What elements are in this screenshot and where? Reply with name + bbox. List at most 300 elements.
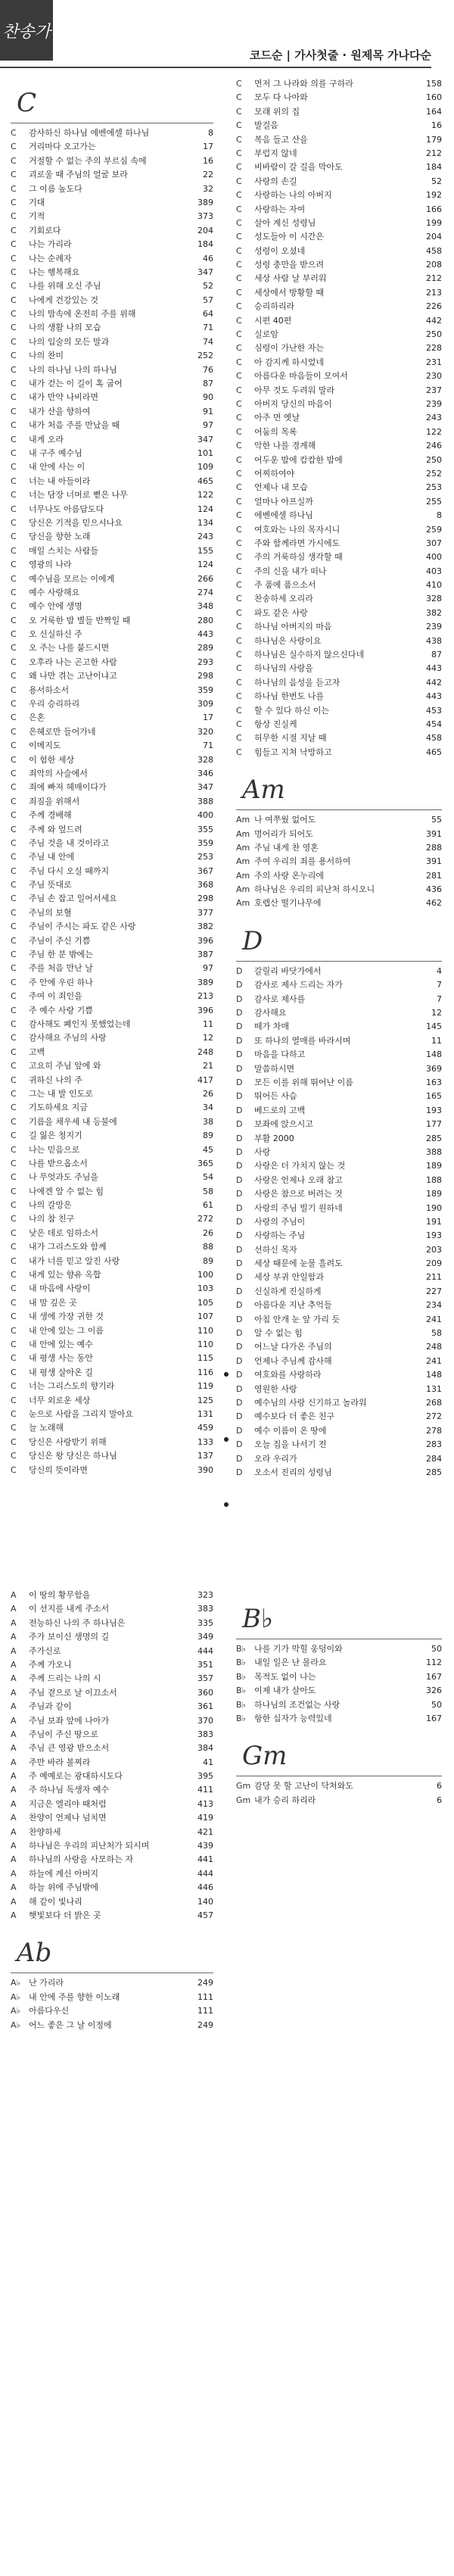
index-row[interactable] (236, 746, 442, 759)
index-row[interactable] (236, 245, 442, 258)
index-row[interactable] (236, 384, 442, 398)
row-key: C (236, 162, 242, 173)
index-row[interactable] (11, 1115, 213, 1129)
index-row[interactable] (11, 628, 213, 641)
index-row[interactable] (236, 523, 442, 537)
index-row[interactable] (11, 1296, 213, 1310)
index-row[interactable] (11, 1212, 213, 1226)
index-row[interactable] (236, 175, 442, 189)
index-row[interactable] (236, 1104, 442, 1118)
index-row[interactable] (11, 948, 213, 962)
index-row[interactable] (11, 1143, 213, 1157)
index-row[interactable] (11, 1380, 213, 1393)
row-title: 사랑 (254, 1146, 271, 1157)
index-row[interactable] (236, 426, 442, 439)
index-row[interactable] (236, 1684, 442, 1698)
index-row[interactable] (11, 600, 213, 613)
index-row[interactable] (236, 341, 442, 355)
index-row[interactable] (236, 398, 442, 411)
row-title: 나의 맘속에 온전히 주를 위해 (29, 309, 136, 320)
index-row[interactable] (236, 1313, 442, 1327)
index-row[interactable] (236, 467, 442, 481)
row-page-number: 389 (197, 977, 213, 987)
index-row[interactable] (11, 140, 213, 154)
index-row[interactable] (236, 230, 442, 244)
index-row[interactable] (236, 300, 442, 313)
index-row[interactable] (236, 620, 442, 634)
index-row[interactable] (11, 669, 213, 683)
index-row[interactable] (236, 1642, 442, 1656)
index-row[interactable] (236, 119, 442, 133)
row-page-number: 284 (426, 1453, 442, 1464)
index-row[interactable] (11, 307, 213, 321)
index-row[interactable] (236, 537, 442, 550)
row-page-number: 328 (426, 594, 442, 604)
row-title: 내게 있는 향유 옥합 (29, 1270, 101, 1280)
index-row[interactable] (236, 579, 442, 592)
index-row[interactable] (11, 990, 213, 1003)
index-row[interactable] (236, 1062, 442, 1076)
index-row[interactable] (236, 1187, 442, 1201)
index-row[interactable] (11, 1700, 213, 1714)
row-page-number: 323 (197, 1590, 213, 1600)
index-row[interactable] (236, 91, 442, 104)
row-title: 나의 하나님 나의 하나님 (29, 364, 117, 375)
index-row[interactable] (236, 1410, 442, 1424)
index-row[interactable] (236, 676, 442, 690)
index-row[interactable] (11, 1449, 213, 1463)
row-key: C (11, 1033, 17, 1043)
index-row[interactable] (236, 1396, 442, 1410)
index-row[interactable] (236, 161, 442, 174)
index-row[interactable] (11, 1464, 213, 1477)
index-row[interactable] (11, 279, 213, 293)
index-row[interactable] (11, 1976, 213, 1990)
index-row[interactable] (236, 1355, 442, 1368)
row-page-number: 148 (426, 1049, 442, 1060)
row-key: D (236, 1397, 243, 1408)
index-row[interactable] (11, 377, 213, 391)
index-row[interactable] (11, 1756, 213, 1770)
index-row[interactable] (11, 1839, 213, 1853)
row-key: C (236, 92, 242, 103)
index-row[interactable] (236, 883, 442, 897)
row-page-number: 6 (437, 1795, 442, 1805)
index-row[interactable] (11, 684, 213, 697)
row-key: C (11, 155, 17, 166)
index-row[interactable] (236, 565, 442, 579)
index-row[interactable] (236, 704, 442, 718)
index-row[interactable] (11, 614, 213, 628)
index-row[interactable] (236, 189, 442, 202)
row-page-number: 328 (197, 754, 213, 765)
index-row[interactable] (236, 258, 442, 272)
row-title: 오라 우리가 (254, 1453, 297, 1464)
index-row[interactable] (236, 648, 442, 662)
index-row[interactable] (236, 1090, 442, 1103)
index-row[interactable] (236, 978, 442, 992)
index-row[interactable] (11, 1366, 213, 1380)
row-page-number: 87 (431, 650, 442, 660)
row-page-number: 268 (426, 1397, 442, 1408)
index-row[interactable] (236, 1257, 442, 1271)
index-row[interactable] (236, 105, 442, 119)
index-row[interactable] (236, 1243, 442, 1257)
index-row[interactable] (236, 77, 442, 91)
index-row[interactable] (11, 1185, 213, 1199)
index-row[interactable] (236, 1118, 442, 1131)
index-row[interactable] (11, 447, 213, 460)
row-title: 예수님의 사랑 신기하고 놀라워 (254, 1397, 367, 1408)
index-row[interactable] (236, 1285, 442, 1299)
row-key: Gm (236, 1781, 251, 1792)
index-row[interactable] (11, 321, 213, 335)
row-key: D (236, 1189, 243, 1199)
index-row[interactable] (11, 1268, 213, 1282)
row-page-number: 439 (197, 1841, 213, 1851)
section-divider (236, 809, 442, 810)
row-page-number: 54 (203, 1172, 213, 1183)
row-page-number: 4 (437, 965, 442, 976)
index-row[interactable] (236, 1438, 442, 1452)
index-row[interactable] (236, 1368, 442, 1382)
index-row[interactable] (11, 419, 213, 432)
index-row[interactable] (236, 1174, 442, 1187)
index-row[interactable] (11, 1798, 213, 1811)
index-row[interactable] (236, 1424, 442, 1438)
index-row[interactable] (11, 238, 213, 251)
row-page-number: 285 (426, 1467, 442, 1477)
index-row[interactable] (236, 1271, 442, 1284)
row-title: 예수 이름이 온 땅에 (254, 1425, 327, 1436)
index-row[interactable] (236, 495, 442, 509)
index-row[interactable] (11, 266, 213, 279)
index-row[interactable] (236, 1670, 442, 1684)
row-title: 갈릴리 바닷가에서 (254, 965, 322, 976)
row-key: A (11, 1701, 17, 1712)
chapter-tab-label: 찬송가 (2, 22, 51, 42)
row-page-number: 45 (203, 1144, 213, 1155)
index-row[interactable] (11, 725, 213, 739)
index-row[interactable] (11, 1394, 213, 1408)
index-row[interactable] (11, 1811, 213, 1825)
index-row[interactable] (11, 1672, 213, 1686)
index-row[interactable] (11, 503, 213, 516)
index-row[interactable] (11, 1783, 213, 1797)
index-row[interactable] (11, 1227, 213, 1240)
index-row[interactable] (11, 1157, 213, 1171)
index-row[interactable] (236, 439, 442, 453)
index-row[interactable] (11, 711, 213, 725)
index-row[interactable] (236, 286, 442, 300)
row-title: 찬양이 언제나 넘치면 (29, 1813, 107, 1823)
index-row[interactable] (236, 1779, 442, 1793)
index-row[interactable] (236, 217, 442, 230)
index-row[interactable] (236, 550, 442, 564)
index-row[interactable] (11, 168, 213, 182)
index-row[interactable] (236, 718, 442, 731)
row-page-number: 167 (426, 1671, 442, 1682)
index-row[interactable] (11, 252, 213, 266)
row-page-number: 361 (197, 1701, 213, 1712)
index-row[interactable] (11, 335, 213, 349)
index-row[interactable] (11, 475, 213, 488)
index-row[interactable] (236, 607, 442, 620)
index-row[interactable] (236, 965, 442, 978)
index-row[interactable] (11, 1589, 213, 1602)
index-row[interactable] (11, 586, 213, 600)
row-title: 하나님의 사랑을 사모하는 자 (29, 1854, 134, 1865)
index-row[interactable] (236, 1006, 442, 1020)
row-title: 기도하세요 지금 (29, 1102, 88, 1113)
row-page-number: 122 (426, 426, 442, 437)
index-row[interactable] (236, 1299, 442, 1312)
index-row[interactable] (236, 1656, 442, 1670)
index-row[interactable] (11, 1004, 213, 1018)
index-row[interactable] (11, 460, 213, 474)
index-row[interactable] (11, 1087, 213, 1101)
index-row[interactable] (11, 1881, 213, 1895)
index-row[interactable] (11, 656, 213, 669)
index-row[interactable] (11, 962, 213, 975)
row-key: C (11, 991, 17, 1002)
row-title: 그는 내 발 인도로 (29, 1088, 93, 1099)
index-row[interactable] (11, 1853, 213, 1867)
index-row[interactable] (11, 154, 213, 168)
index-row[interactable] (236, 1034, 442, 1048)
row-page-number: 38 (203, 1116, 213, 1127)
row-page-number: 167 (426, 1713, 442, 1723)
index-row[interactable] (236, 1712, 442, 1726)
index-row[interactable] (11, 823, 213, 837)
index-row[interactable] (11, 1645, 213, 1658)
index-row[interactable] (11, 1046, 213, 1059)
index-row[interactable] (236, 133, 442, 147)
index-row[interactable] (11, 1421, 213, 1435)
index-row[interactable] (236, 690, 442, 703)
index-row[interactable] (236, 370, 442, 383)
index-row[interactable] (11, 850, 213, 864)
index-row[interactable] (11, 1658, 213, 1672)
index-row[interactable] (11, 1617, 213, 1630)
index-row[interactable] (11, 572, 213, 586)
row-key: C (11, 323, 17, 333)
row-title: 이제 내가 살아도 (254, 1686, 316, 1696)
row-key: C (11, 1046, 17, 1057)
index-row[interactable] (11, 697, 213, 711)
index-row[interactable] (11, 809, 213, 822)
index-row[interactable] (11, 1408, 213, 1421)
index-row[interactable] (11, 753, 213, 767)
row-page-number: 107 (197, 1311, 213, 1322)
index-row[interactable] (11, 1310, 213, 1324)
row-title: 나의 참 친구 (29, 1214, 75, 1224)
index-row[interactable] (236, 1794, 442, 1807)
index-row[interactable] (11, 544, 213, 558)
index-row[interactable] (11, 182, 213, 196)
row-page-number: 347 (197, 434, 213, 444)
index-row[interactable] (11, 1240, 213, 1254)
index-row[interactable] (11, 1338, 213, 1352)
index-row[interactable] (11, 878, 213, 892)
index-row[interactable] (236, 314, 442, 328)
index-row[interactable] (11, 1602, 213, 1616)
index-row[interactable] (11, 1074, 213, 1087)
index-row[interactable] (11, 1101, 213, 1115)
index-row[interactable] (11, 433, 213, 447)
index-row[interactable] (11, 934, 213, 948)
index-row[interactable] (236, 1076, 442, 1090)
index-row[interactable] (11, 1031, 213, 1045)
row-key: C (236, 538, 242, 548)
row-page-number: 252 (426, 468, 442, 479)
row-page-number: 212 (426, 148, 442, 158)
index-row[interactable] (11, 1867, 213, 1881)
index-row[interactable] (11, 1199, 213, 1212)
row-page-number: 226 (426, 301, 442, 312)
row-key: D (236, 1439, 243, 1450)
index-row[interactable] (11, 1714, 213, 1728)
index-row[interactable] (236, 1327, 442, 1340)
index-row[interactable] (236, 356, 442, 370)
row-title: 아버지 당신의 마음이 (254, 398, 332, 409)
row-title: 아주 먼 옛날 (254, 413, 300, 423)
index-row[interactable] (11, 1728, 213, 1742)
row-title: 마음을 다하고 (254, 1049, 306, 1060)
index-row[interactable] (11, 1686, 213, 1700)
index-row[interactable] (236, 1132, 442, 1146)
row-key: Gm (236, 1795, 251, 1805)
index-row[interactable] (11, 1282, 213, 1296)
row-title: 오 거룩한 밤 별들 반짝일 때 (29, 615, 131, 625)
index-row[interactable] (236, 869, 442, 883)
index-row[interactable] (11, 1742, 213, 1755)
index-row[interactable] (236, 635, 442, 648)
index-row[interactable] (11, 1324, 213, 1338)
row-key: C (11, 1158, 17, 1168)
row-key: C (11, 1102, 17, 1113)
index-row[interactable] (236, 1466, 442, 1480)
index-row[interactable] (11, 391, 213, 404)
row-page-number: 61 (203, 1200, 213, 1211)
index-row[interactable] (11, 1352, 213, 1365)
index-row[interactable] (11, 2004, 213, 2018)
index-row[interactable] (236, 1452, 442, 1466)
index-row[interactable] (11, 976, 213, 990)
index-row[interactable] (236, 813, 442, 827)
index-row[interactable] (11, 516, 213, 530)
index-row[interactable] (236, 841, 442, 855)
row-title: 나를 위해 오신 주님 (29, 281, 101, 292)
index-row[interactable] (11, 363, 213, 377)
row-key: B♭ (236, 1644, 246, 1654)
index-row[interactable] (11, 1255, 213, 1268)
index-row[interactable] (11, 767, 213, 781)
index-row[interactable] (11, 196, 213, 210)
row-page-number: 285 (426, 1133, 442, 1143)
index-row[interactable] (11, 558, 213, 572)
index-row[interactable] (236, 828, 442, 841)
index-row[interactable] (11, 781, 213, 794)
index-row[interactable] (236, 1146, 442, 1159)
index-row[interactable] (11, 1059, 213, 1073)
index-row[interactable] (11, 2019, 213, 2032)
index-row[interactable] (236, 272, 442, 285)
index-row[interactable] (236, 454, 442, 467)
index-row[interactable] (11, 1436, 213, 1449)
row-key: A (11, 1715, 17, 1726)
index-row[interactable] (236, 731, 442, 745)
index-row[interactable] (11, 488, 213, 502)
separator-dot (224, 1502, 229, 1507)
row-title: 나에게 건강있는 것 (29, 295, 99, 305)
row-title: 기름을 채우세 내 등불에 (29, 1116, 117, 1127)
index-row[interactable] (236, 1159, 442, 1173)
row-key: C (11, 601, 17, 612)
index-row[interactable] (11, 837, 213, 850)
index-row[interactable] (11, 1991, 213, 2004)
index-row[interactable] (236, 411, 442, 425)
index-row[interactable] (11, 210, 213, 223)
index-row[interactable] (11, 1630, 213, 1644)
index-row[interactable] (11, 920, 213, 934)
index-row[interactable] (11, 795, 213, 809)
index-row[interactable] (11, 1018, 213, 1031)
index-row[interactable] (236, 1202, 442, 1215)
page-header (0, 44, 431, 65)
index-row[interactable] (236, 1383, 442, 1396)
index-row[interactable] (11, 1909, 213, 1923)
index-row[interactable] (11, 530, 213, 544)
index-row[interactable] (236, 1020, 442, 1034)
index-row[interactable] (236, 481, 442, 494)
index-row[interactable] (236, 897, 442, 910)
index-row[interactable] (11, 1129, 213, 1143)
index-row[interactable] (11, 892, 213, 906)
index-row[interactable] (11, 865, 213, 878)
row-title: 내가 처음 주를 만났을 때 (29, 420, 120, 431)
index-row[interactable] (11, 906, 213, 920)
index-row[interactable] (11, 1770, 213, 1783)
index-row[interactable] (236, 1229, 442, 1243)
index-row[interactable] (11, 1171, 213, 1184)
index-row[interactable] (236, 993, 442, 1006)
index-row[interactable] (236, 1215, 442, 1229)
index-row[interactable] (236, 1698, 442, 1712)
row-page-number: 191 (426, 1216, 442, 1227)
index-row[interactable] (236, 203, 442, 217)
row-page-number: 453 (426, 705, 442, 716)
index-row[interactable] (11, 349, 213, 363)
index-row[interactable] (11, 1826, 213, 1839)
index-row[interactable] (11, 294, 213, 307)
index-row[interactable] (236, 592, 442, 606)
index-row[interactable] (11, 739, 213, 753)
index-row[interactable] (11, 1895, 213, 1909)
index-row[interactable] (11, 641, 213, 655)
index-row[interactable] (11, 126, 213, 140)
index-row[interactable] (11, 224, 213, 238)
index-row[interactable] (236, 1048, 442, 1062)
index-row[interactable] (236, 662, 442, 675)
row-page-number: 87 (203, 379, 213, 389)
index-row[interactable] (11, 405, 213, 419)
index-row[interactable] (236, 147, 442, 161)
index-row[interactable] (236, 328, 442, 341)
index-row[interactable] (236, 855, 442, 869)
index-row[interactable] (236, 509, 442, 522)
index-row[interactable] (236, 1340, 442, 1354)
